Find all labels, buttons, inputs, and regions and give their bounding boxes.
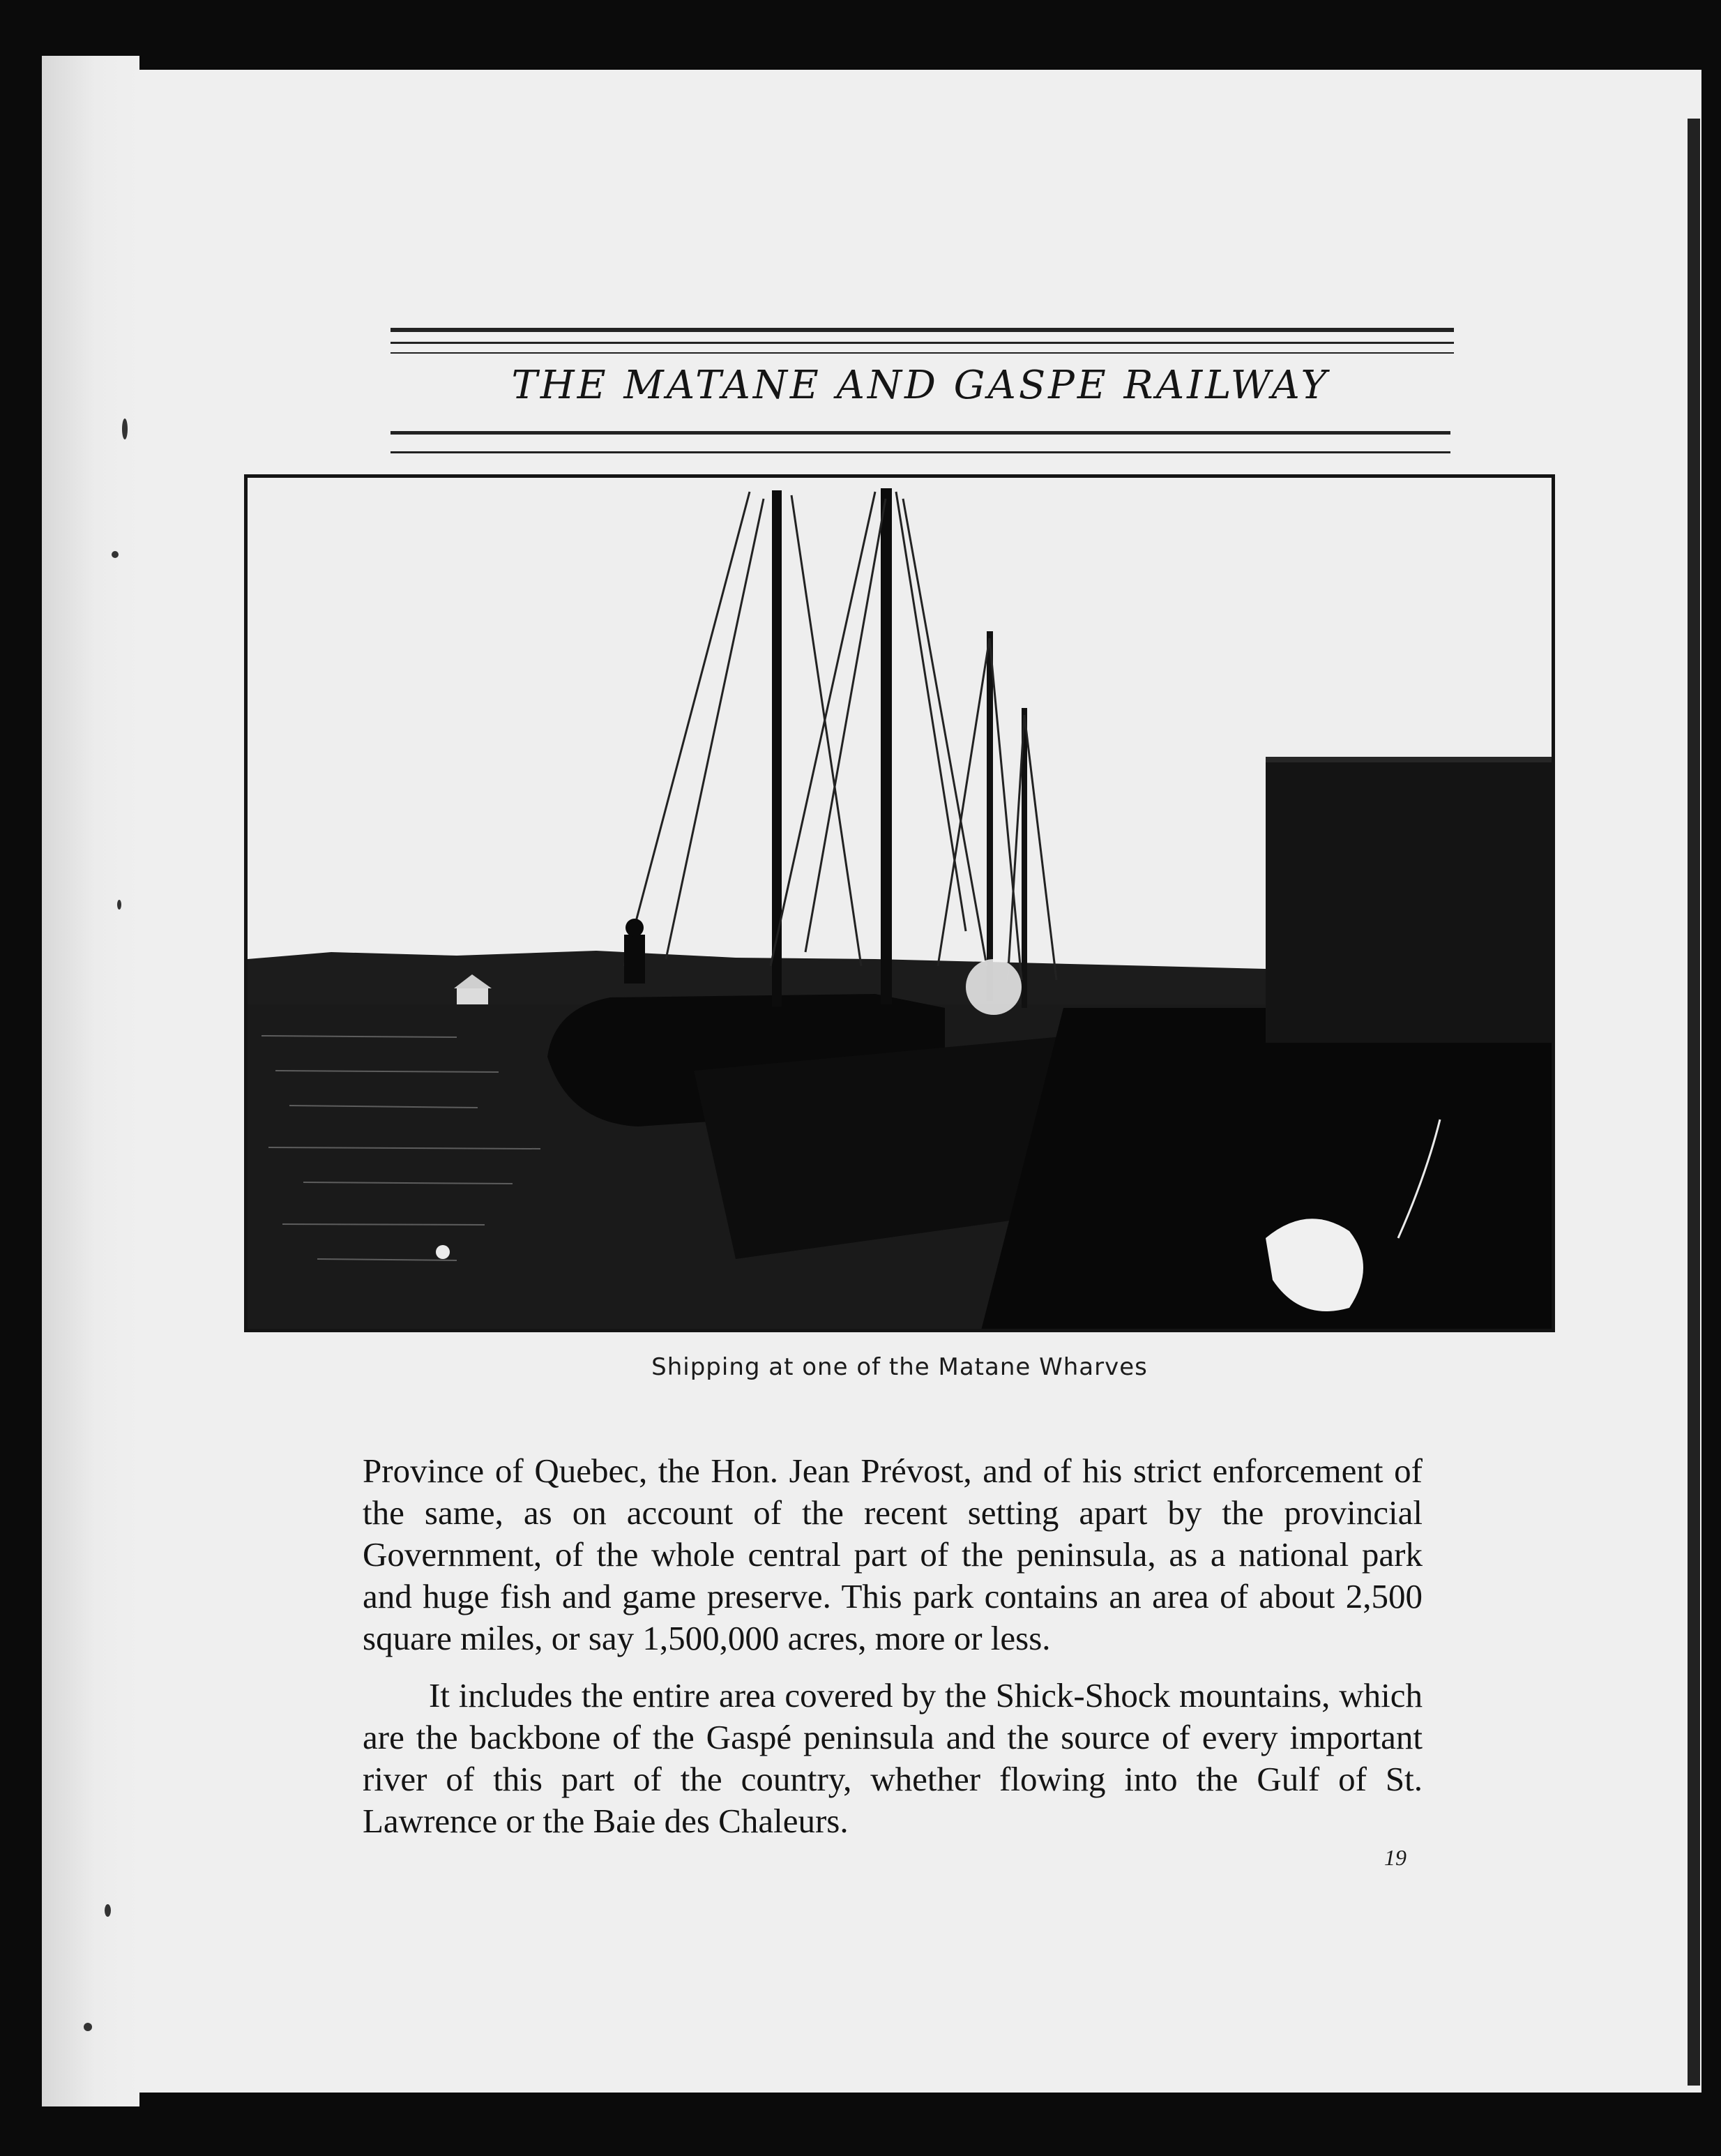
book-binding	[42, 56, 139, 2106]
body-paragraph: It includes the entire area covered by the Shick-Shock mountains, which are the backbone of the Gaspé peninsula and the source of every important river of this part of the country, whether flowing into the Gulf of St. Lawrence or the Baie des Chaleurs.	[363, 1676, 1423, 1840]
header-rule-bottom-thin	[391, 451, 1450, 453]
dust-speck	[117, 900, 121, 910]
header-rule-bottom	[391, 431, 1450, 435]
page-number: 19	[1384, 1845, 1407, 1870]
dust-speck	[112, 551, 119, 558]
header-rule-thin-2	[391, 352, 1454, 354]
header-rule-top	[391, 328, 1454, 332]
photo-caption: Shipping at one of the Matane Wharves	[651, 1353, 1148, 1381]
running-header: THE MATANE AND GASPE RAILWAY	[511, 363, 1330, 408]
header-rule-top-thin	[391, 342, 1454, 344]
dust-speck	[84, 2023, 92, 2031]
wharf-photograph	[244, 474, 1555, 1332]
dust-speck	[105, 1904, 111, 1917]
dust-speck	[122, 419, 128, 439]
page-edge	[1688, 119, 1700, 2086]
body-paragraph: Province of Quebec, the Hon. Jean Prévost, and of his strict enforcement of the same, as on account of the recent setting apart by the provincial Government, of the whole central part of the peninsula, as a national park and huge fish and game preserve. This park contains an area of about 2,500 square miles, or say 1,500,000 acres, more or less.	[363, 1452, 1423, 1657]
